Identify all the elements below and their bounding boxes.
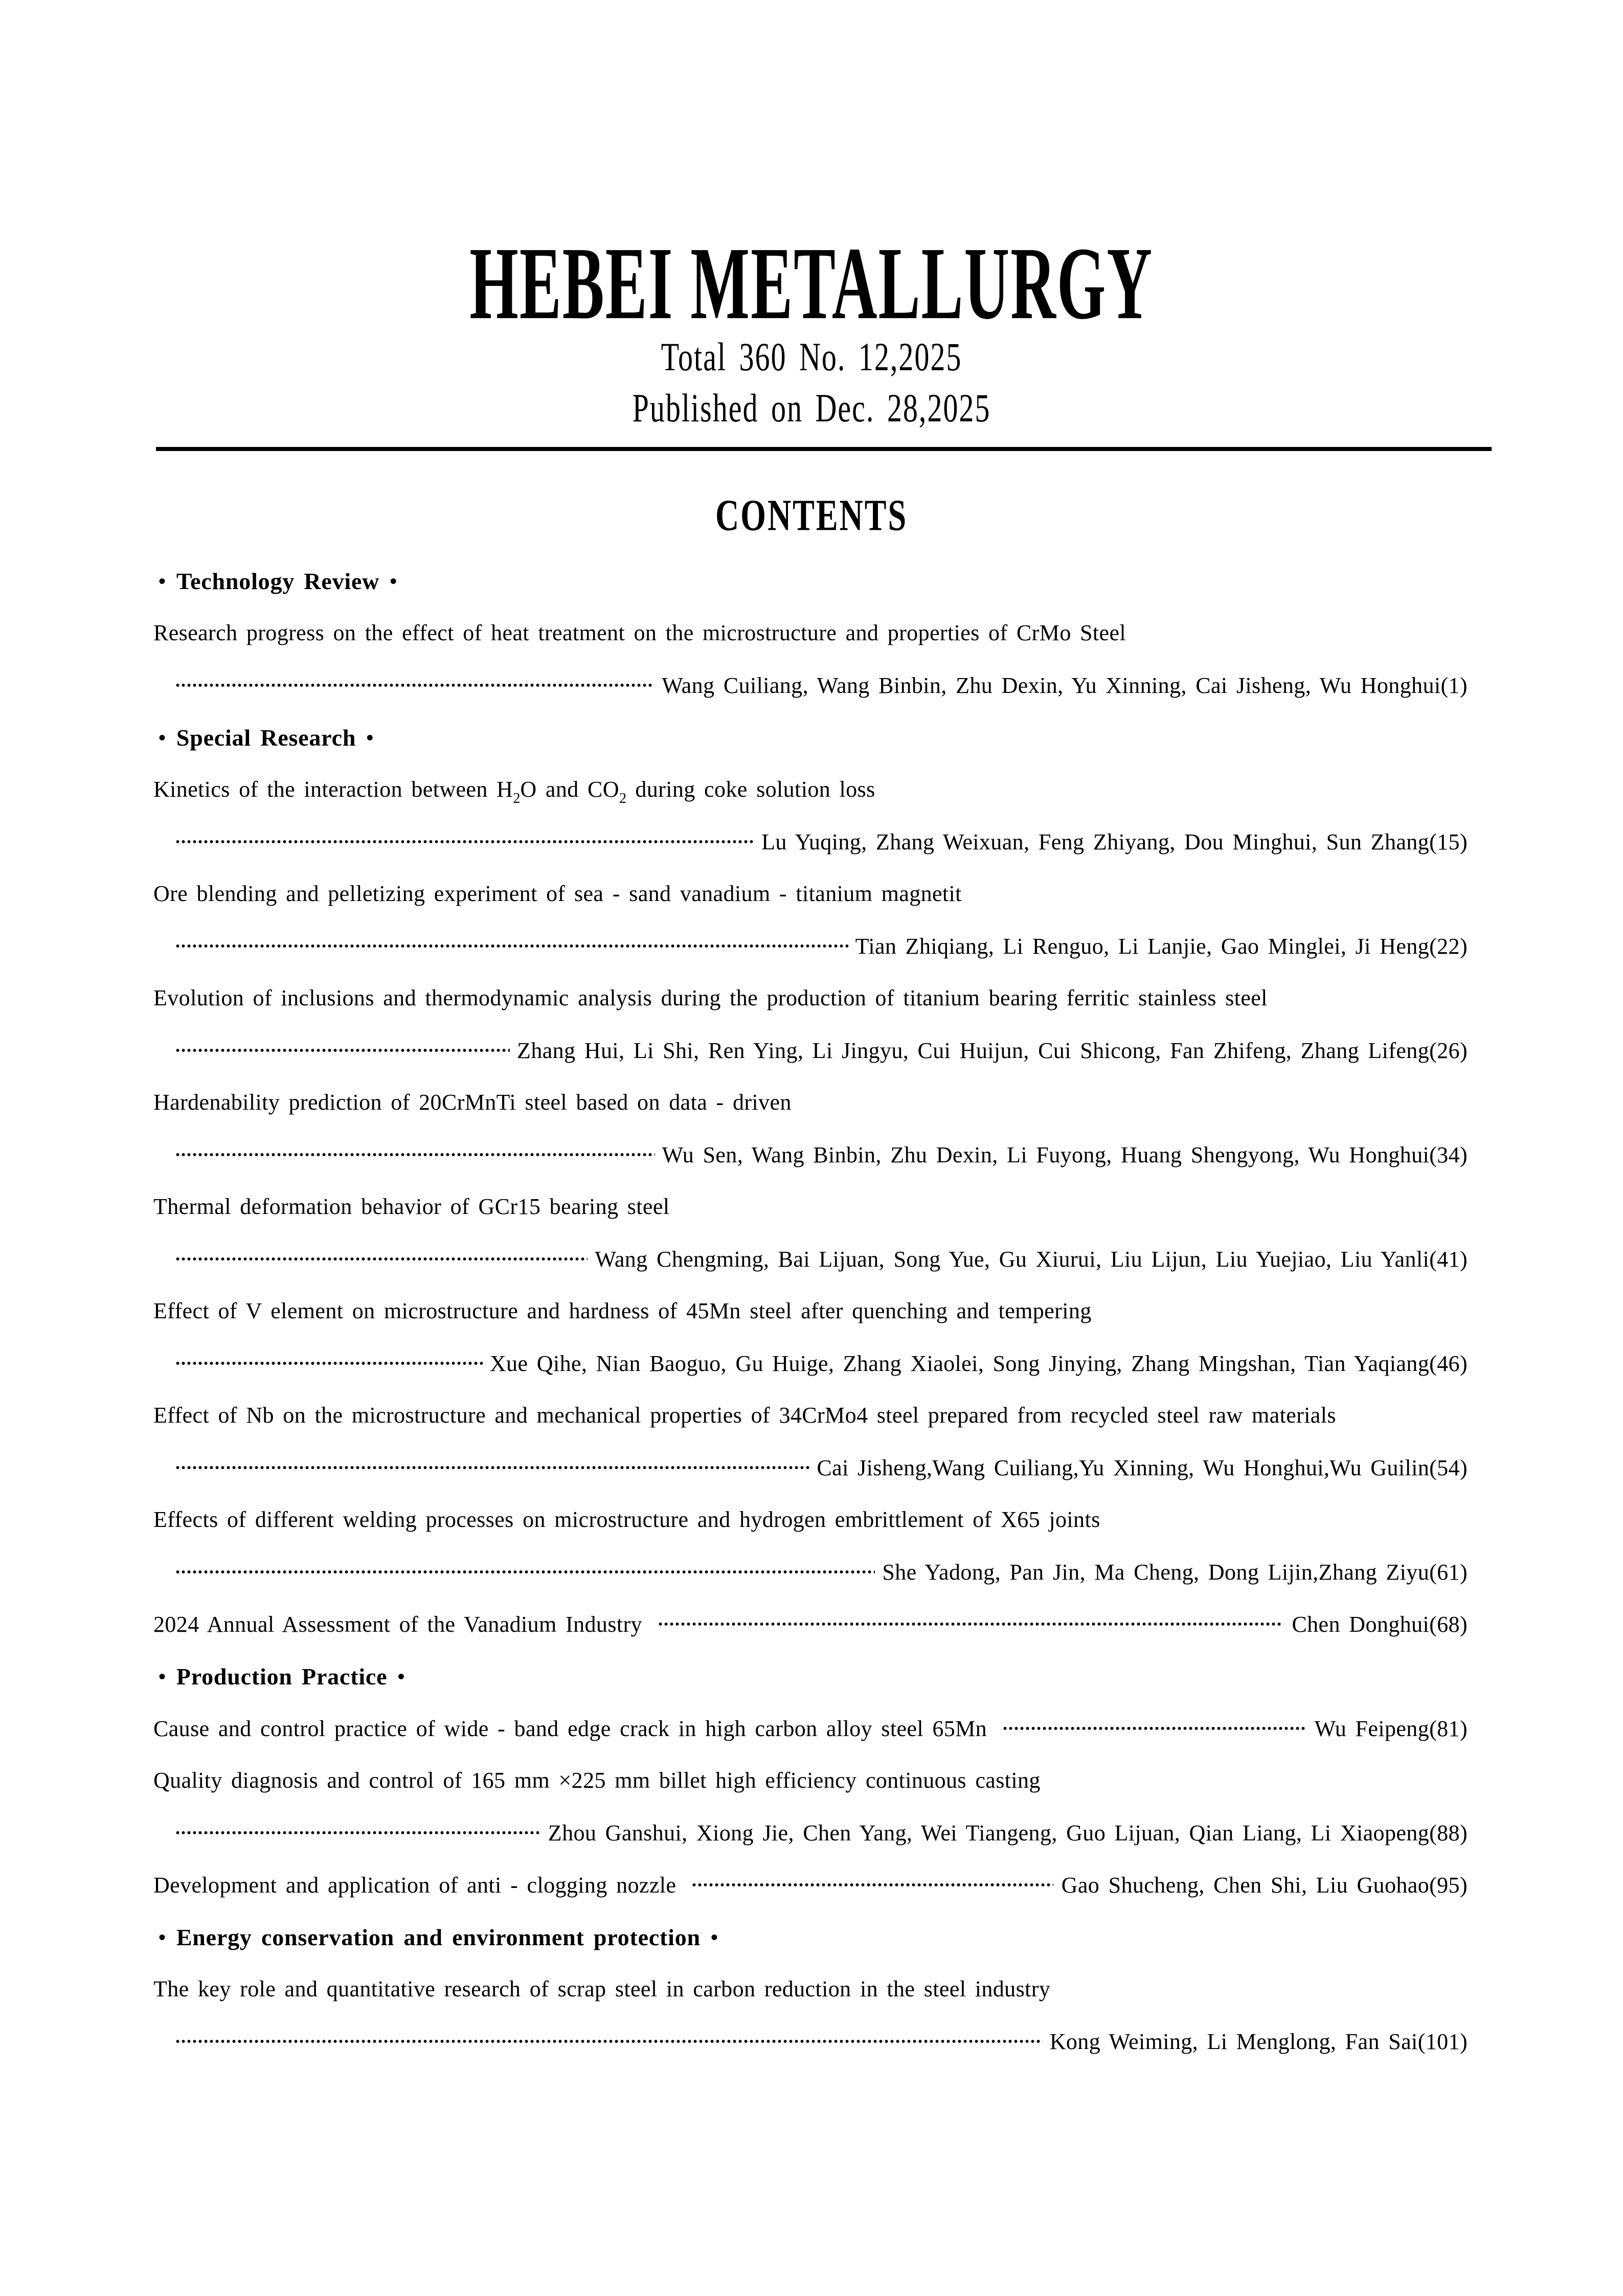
article-title-text: Ore blending and pelletizing experiment of sea - sand vanadium - titanium magnetit bbox=[153, 881, 962, 906]
masthead bbox=[0, 226, 1623, 341]
dot-leader bbox=[175, 935, 848, 957]
section-bullet-icon: • bbox=[159, 1925, 166, 1949]
article-authors: Zhou Ganshui, Xiong Jie, Chen Yang, Wei Tiangeng, Guo Lijuan, Qian Liang, Li Xiaopeng bbox=[548, 1820, 1430, 1845]
section-bullet-icon: • bbox=[710, 1925, 718, 1949]
article-authors-line bbox=[153, 1442, 1468, 1494]
article-title bbox=[153, 972, 1468, 1024]
dot-leader bbox=[175, 1143, 655, 1166]
article-title-text: Development and application of anti - clogging nozzle bbox=[153, 1872, 677, 1898]
article-entry-single-line bbox=[153, 1702, 1468, 1754]
article-title-text: Thermal deformation behavior of GCr15 bearing steel bbox=[153, 1194, 670, 1219]
article-title bbox=[153, 1754, 1468, 1807]
section-label: Production Practice bbox=[176, 1663, 388, 1690]
article-title bbox=[153, 1181, 1468, 1233]
article-title-text: O and CO bbox=[520, 777, 619, 802]
article-entry-single-line bbox=[153, 1598, 1468, 1650]
published-text: Published on Dec. 28,2025 bbox=[632, 385, 991, 430]
article-title-text: during coke solution loss bbox=[626, 777, 875, 802]
page-number: (95) bbox=[1429, 1872, 1468, 1898]
article-title-text: The key role and quantitative research of scrap steel in carbon reduction in the steel industry bbox=[153, 1976, 1051, 2001]
article-title bbox=[153, 1963, 1468, 2015]
article-authors-line bbox=[153, 1233, 1468, 1285]
dot-leader bbox=[175, 1561, 875, 1583]
section-label: Special Research bbox=[176, 724, 356, 751]
article-authors-line bbox=[153, 816, 1468, 868]
article-title-text: Effect of V element on microstructure and hardness of 45Mn steel after quenching and tempering bbox=[153, 1298, 1092, 1323]
dot-leader bbox=[175, 1248, 588, 1270]
article-authors: Chen Donghui bbox=[1292, 1611, 1430, 1637]
page-number: (81) bbox=[1429, 1716, 1468, 1741]
article-title bbox=[153, 607, 1468, 659]
article-title bbox=[153, 1076, 1468, 1129]
page-number: (26) bbox=[1429, 1038, 1468, 1063]
article-authors-line bbox=[153, 1807, 1468, 1859]
article-entry-single-line bbox=[153, 1859, 1468, 1911]
section-label: Technology Review bbox=[176, 568, 380, 594]
dot-leader bbox=[658, 1613, 1283, 1635]
article-title-text: Kinetics of the interaction between H bbox=[153, 777, 513, 802]
section-bullet-icon: • bbox=[390, 569, 398, 593]
article-title-text: Research progress on the effect of heat treatment on the microstructure and properties of CrMo Steel bbox=[153, 620, 1126, 645]
page-number: (15) bbox=[1429, 829, 1468, 854]
page-number: (101) bbox=[1417, 2029, 1468, 2054]
section-label: Energy conservation and environment protection bbox=[176, 1924, 701, 1950]
page-number: (54) bbox=[1429, 1455, 1468, 1480]
article-authors-line bbox=[153, 920, 1468, 972]
issue-line bbox=[0, 332, 1623, 380]
article-authors: She Yadong, Pan Jin, Ma Cheng, Dong Lijin,Zhang Ziyu bbox=[882, 1559, 1430, 1585]
section-bullet-icon: • bbox=[159, 726, 166, 749]
subscript: 2 bbox=[619, 791, 626, 806]
page-number: (22) bbox=[1429, 933, 1468, 959]
contents-heading bbox=[0, 491, 1623, 540]
article-authors: Wang Cuiliang, Wang Binbin, Zhu Dexin, Yu Xinning, Cai Jisheng, Wu Honghui bbox=[662, 672, 1441, 698]
section-bullet-icon: • bbox=[366, 726, 374, 749]
section-header-technology-review bbox=[153, 555, 1468, 607]
article-authors: Zhang Hui, Li Shi, Ren Ying, Li Jingyu, Cui Huijun, Cui Shicong, Fan Zhifeng, Zhang Lifeng bbox=[517, 1038, 1430, 1063]
article-authors-line bbox=[153, 2015, 1468, 2067]
article-authors-line bbox=[153, 1129, 1468, 1181]
section-header-production-practice bbox=[153, 1650, 1468, 1702]
section-bullet-icon: • bbox=[397, 1664, 405, 1688]
article-authors-line bbox=[153, 1024, 1468, 1076]
article-authors: Tian Zhiqiang, Li Renguo, Li Lanjie, Gao Minglei, Ji Heng bbox=[855, 933, 1430, 959]
article-authors: Cai Jisheng,Wang Cuiliang,Yu Xinning, Wu Honghui,Wu Guilin bbox=[817, 1455, 1430, 1480]
article-authors-line bbox=[153, 1337, 1468, 1389]
article-authors-line bbox=[153, 1546, 1468, 1598]
dot-leader bbox=[175, 830, 754, 853]
page-number: (34) bbox=[1429, 1142, 1468, 1167]
section-header-energy-conservation bbox=[153, 1911, 1468, 1963]
journal-title: HEBEI METALLURGY bbox=[469, 226, 1154, 341]
section-header-special-research bbox=[153, 711, 1468, 763]
dot-leader bbox=[175, 674, 655, 696]
article-title bbox=[153, 1389, 1468, 1442]
article-title bbox=[153, 763, 1468, 816]
article-authors: Wu Sen, Wang Binbin, Zhu Dexin, Li Fuyong, Huang Shengyong, Wu Honghui bbox=[662, 1142, 1430, 1167]
article-title-text: Effects of different welding processes on microstructure and hydrogen embrittlement of X65 joints bbox=[153, 1507, 1100, 1532]
page-number: (46) bbox=[1429, 1350, 1468, 1376]
page-number: (68) bbox=[1429, 1611, 1468, 1637]
published-line bbox=[0, 384, 1623, 432]
article-title bbox=[153, 868, 1468, 920]
article-title-text: Effect of Nb on the microstructure and mechanical properties of 34CrMo4 steel prepared from recycled steel raw materials bbox=[153, 1403, 1336, 1428]
page-number: (88) bbox=[1429, 1820, 1468, 1845]
dot-leader bbox=[175, 2030, 1043, 2053]
contents-heading-text: CONTENTS bbox=[715, 490, 908, 540]
issue-text: Total 360 No. 12,2025 bbox=[661, 334, 962, 379]
article-title-text: 2024 Annual Assessment of the Vanadium Industry bbox=[153, 1611, 642, 1637]
dot-leader bbox=[175, 1352, 483, 1375]
page-number: (1) bbox=[1440, 672, 1468, 698]
article-title bbox=[153, 1285, 1468, 1337]
article-authors: Wang Chengming, Bai Lijuan, Song Yue, Gu Xiurui, Liu Lijun, Liu Yuejiao, Liu Yanli bbox=[595, 1246, 1430, 1272]
article-title-text: Hardenability prediction of 20CrMnTi steel based on data - driven bbox=[153, 1090, 792, 1115]
article-title bbox=[153, 1494, 1468, 1546]
page-number: (61) bbox=[1429, 1559, 1468, 1585]
section-bullet-icon: • bbox=[159, 569, 166, 593]
divider-rule bbox=[156, 447, 1492, 451]
dot-leader bbox=[175, 1039, 510, 1062]
contents-list bbox=[153, 555, 1468, 2067]
dot-leader bbox=[175, 1456, 809, 1479]
section-bullet-icon: • bbox=[159, 1664, 166, 1688]
article-title-text: Evolution of inclusions and thermodynamic analysis during the production of titanium bearing ferritic stainless steel bbox=[153, 985, 1268, 1010]
article-authors: Lu Yuqing, Zhang Weixuan, Feng Zhiyang, Dou Minghui, Sun Zhang bbox=[761, 829, 1430, 854]
article-authors: Wu Feipeng bbox=[1314, 1716, 1430, 1741]
dot-leader bbox=[691, 1874, 1053, 1896]
article-authors: Kong Weiming, Li Menglong, Fan Sai bbox=[1049, 2029, 1418, 2054]
article-title-text: Quality diagnosis and control of 165 mm ×225 mm billet high efficiency continuous casting bbox=[153, 1768, 1041, 1793]
subscript: 2 bbox=[513, 791, 521, 806]
article-title-text: Cause and control practice of wide - band edge crack in high carbon alloy steel 65Mn bbox=[153, 1716, 987, 1741]
article-authors-line bbox=[153, 659, 1468, 711]
dot-leader bbox=[1002, 1717, 1306, 1740]
article-authors: Gao Shucheng, Chen Shi, Liu Guohao bbox=[1061, 1872, 1430, 1898]
dot-leader bbox=[175, 1821, 541, 1844]
page-number: (41) bbox=[1429, 1246, 1468, 1272]
article-authors: Xue Qihe, Nian Baoguo, Gu Huige, Zhang Xiaolei, Song Jinying, Zhang Mingshan, Tian Yaqiang bbox=[489, 1350, 1430, 1376]
